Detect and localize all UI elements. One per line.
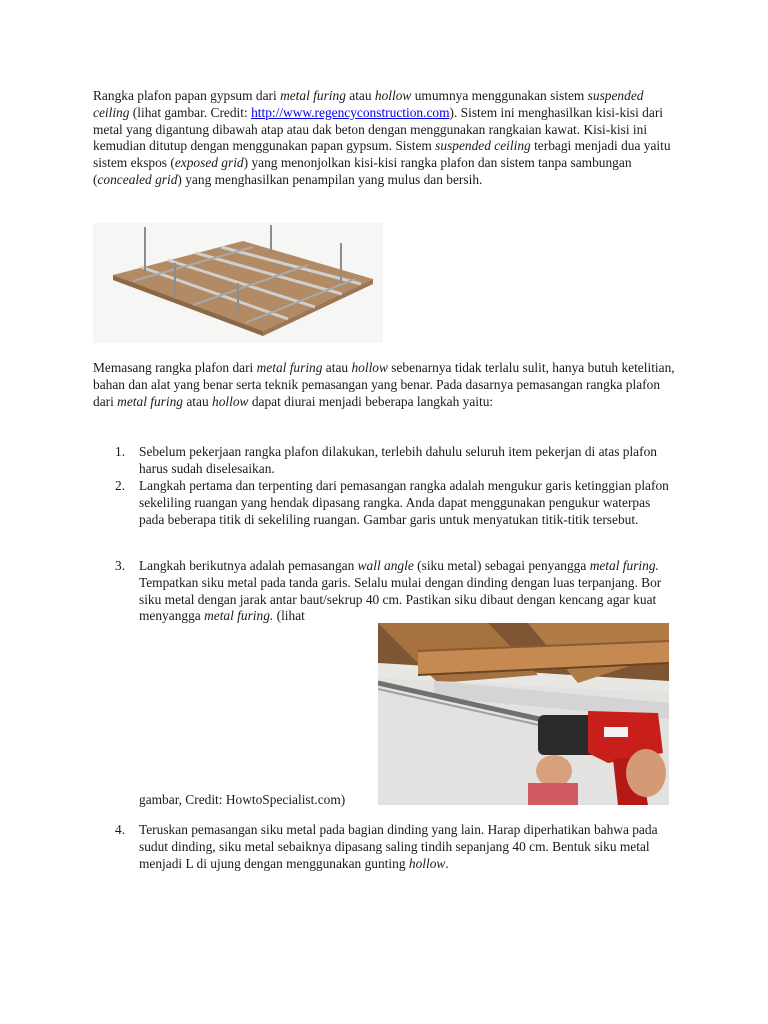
step-text: Langkah berikutnya adalah pemasangan wall angle (siku metal) sebagai penyangga metal furing. Tempatkan siku metal pada tanda garis. Selalu mulai dengan dinding dengan luas terpanjang. Bor siku metal dengan jarak antar baut/sekrup 40 cm. Pastikan siku dibaut dengan kencang agar kuat menyangga metal furing. (lihat	[139, 558, 662, 624]
step-number: 3.	[115, 558, 126, 573]
drill-wall-angle-image	[378, 623, 669, 805]
ceiling-grid-image	[93, 223, 383, 343]
step-text: Sebelum pekerjaan rangka plafon dilakukan, terlebih dahulu seluruh item pekerjan di atas plafon harus sudah diselesaikan.	[139, 444, 657, 476]
step-text: Langkah pertama dan terpenting dari pemasangan rangka adalah mengukur garis ketinggian plafon sekeliling ruangan yang hendak dipasang rangka. Anda dapat menggunakan pengukur waterpas pada beberapa titik di sekeliling ruangan. Gambar garis untuk menyatukan titik-titik tersebut.	[139, 478, 669, 527]
credit-link[interactable]: http://www.regencyconstruction.com	[251, 104, 450, 120]
image-caption: gambar, Credit: HowtoSpecialist.com)	[139, 792, 346, 807]
method-paragraph: Memasang rangka plafon dari metal furing atau hollow sebenarnya tidak terlalu sulit, hanya butuh ketelitian, bahan dan alat yang benar serta teknik pemasangan yang benar. Pada dasarnya pemasangan rangka plafon dari metal furing atau hollow dapat diurai menjadi beberapa langkah yaitu:	[93, 360, 675, 409]
step-number: 1.	[115, 444, 126, 459]
intro-paragraph: Rangka plafon papan gypsum dari metal furing atau hollow umumnya menggunakan sistem suspended ceiling (lihat gambar. Credit: http://www.regencyconstruction.com). Sistem ini menghasilkan kisi-kisi dari metal yang digantung dibawah atap atau dak beton dengan menggunakan rangkaian kawat. Kisi-kisi ini kemudian ditutup dengan menggunakan papan gypsum. Sistem suspended ceiling terbagi menjadi dua yaitu sistem ekspos (exposed grid) yang menonjolkan kisi-kisi rangka plafon dan sistem tanpa sambungan (concealed grid) yang menghasilkan penampilan yang mulus dan bersih.	[93, 88, 671, 187]
step-text: Teruskan pemasangan siku metal pada bagian dinding yang lain. Harap diperhatikan bahwa pada sudut dinding, siku metal sebaiknya dipasang saling tindih sepanjang 40 cm. Bentuk siku metal menjadi L di ujung dengan menggunakan gunting hollow.	[139, 822, 658, 871]
step-number: 4.	[115, 822, 126, 837]
step-number: 2.	[115, 478, 126, 493]
